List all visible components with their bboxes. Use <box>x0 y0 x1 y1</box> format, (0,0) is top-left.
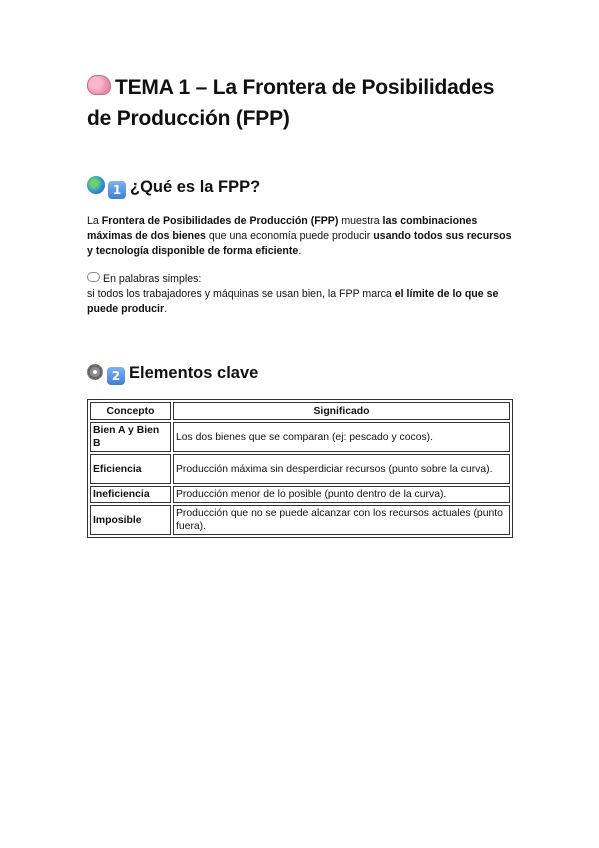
column-header-meaning: Significado <box>173 402 510 420</box>
text-run: En palabras simples: <box>103 273 202 285</box>
concept-cell: Imposible <box>90 505 171 535</box>
concept-cell: Ineficiencia <box>90 486 171 503</box>
table-row <box>90 486 510 503</box>
section-heading-text: Elementos clave <box>129 364 259 382</box>
bold-text: las combinaciones máximas de dos bienes <box>87 215 478 242</box>
text-run: . <box>298 245 302 257</box>
simple-words-paragraph <box>87 272 513 317</box>
speech-bubble-icon <box>87 272 100 282</box>
table-row <box>90 422 510 452</box>
definition-paragraph <box>87 214 513 259</box>
concept-cell: Eficiencia <box>90 454 171 484</box>
bold-text: Frontera de Posibilidades de Producción (FPP) <box>101 215 339 227</box>
document-title <box>87 72 513 134</box>
keycap-1-icon: 1 <box>108 181 126 199</box>
title-text: TEMA 1 – La Frontera de Posibilidades de Producción (FPP) <box>87 76 495 130</box>
bold-text: el límite de lo que se puede producir <box>87 288 499 315</box>
concept-cell: Bien A y Bien B <box>90 422 171 452</box>
text-run: muestra <box>338 215 383 227</box>
bold-text: usando todos sus recursos y tecnología disponible de forma eficiente <box>87 230 512 257</box>
column-header-concept: Concepto <box>90 402 171 420</box>
simple-words-intro <box>87 272 513 287</box>
text-run: La <box>87 215 102 227</box>
table-row <box>90 454 510 484</box>
table-row <box>90 505 510 535</box>
table-header-row <box>90 402 510 420</box>
elements-table <box>87 399 513 538</box>
meaning-cell: Producción menor de lo posible (punto dentro de la curva). <box>173 486 510 503</box>
text-run: . <box>164 303 168 315</box>
globe-icon <box>87 176 105 194</box>
gear-icon <box>87 364 103 380</box>
meaning-cell: Producción máxima sin desperdiciar recursos (punto sobre la curva). <box>173 454 510 484</box>
brain-icon <box>87 75 111 95</box>
keycap-2-icon: 2 <box>107 367 125 385</box>
text-run: que una economía puede producir <box>205 230 374 242</box>
meaning-cell: Producción que no se puede alcanzar con los recursos actuales (punto fuera). <box>173 505 510 535</box>
simple-words-body <box>87 287 513 317</box>
text-run: si todos los trabajadores y máquinas se usan bien, la FPP marca <box>87 288 395 300</box>
section-heading-elements <box>87 362 258 385</box>
section-heading-text: ¿Qué es la FPP? <box>130 178 261 196</box>
section-heading-fpp <box>87 176 260 199</box>
meaning-cell: Los dos bienes que se comparan (ej: pescado y cocos). <box>173 422 510 452</box>
